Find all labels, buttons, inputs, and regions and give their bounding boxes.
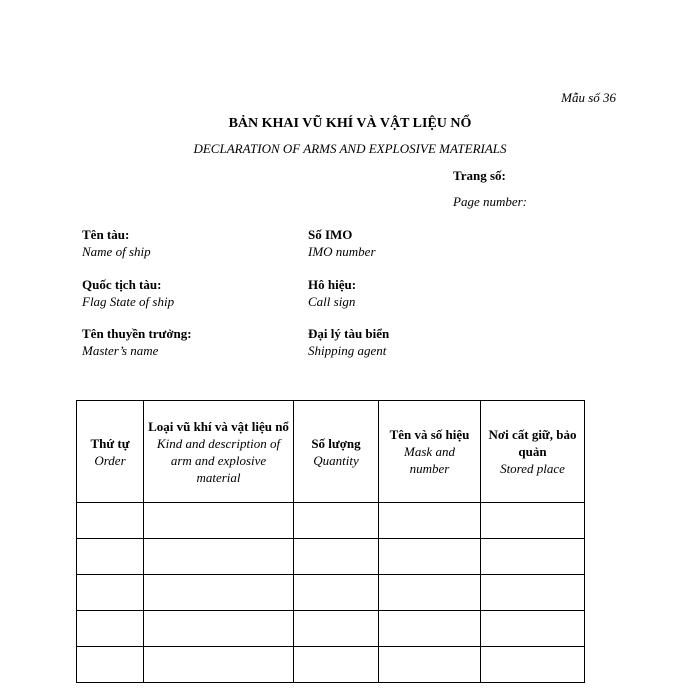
field-imo-number (308, 226, 528, 260)
header-quantity (294, 401, 379, 503)
table-cell[interactable] (77, 575, 144, 611)
field-flag-state (82, 276, 302, 310)
header-label-en: Quantity (313, 452, 359, 468)
table-cell[interactable] (77, 503, 144, 539)
field-call-sign (308, 276, 528, 310)
field-shipping-agent (308, 325, 528, 359)
header-label-en: Mask and number (404, 444, 455, 476)
header-order (77, 401, 144, 503)
field-label-vn: Số IMO (308, 227, 353, 242)
table-cell[interactable] (481, 611, 585, 647)
field-ship-name (82, 226, 302, 260)
declaration-table (76, 400, 585, 683)
page-number-label-vn: Trang số: (453, 168, 506, 183)
table-row (77, 575, 585, 611)
table-cell[interactable] (144, 611, 294, 647)
field-label-en: Flag State of ship (82, 294, 175, 309)
table-cell[interactable] (294, 503, 379, 539)
table-cell[interactable] (379, 503, 481, 539)
table-cell[interactable] (481, 647, 585, 683)
table-cell[interactable] (294, 647, 379, 683)
table-cell[interactable] (481, 539, 585, 575)
table-cell[interactable] (481, 575, 585, 611)
table-cell[interactable] (379, 575, 481, 611)
header-kind-description (144, 401, 294, 503)
field-label-vn: Hô hiệu: (308, 277, 357, 292)
header-label-en: Order (94, 452, 126, 468)
table-cell[interactable] (481, 503, 585, 539)
document-subtitle: DECLARATION OF ARMS AND EXPLOSIVE MATERIALS (193, 141, 507, 156)
table-header-row (77, 401, 585, 503)
table-cell[interactable] (144, 575, 294, 611)
field-label-en: Shipping agent (308, 343, 387, 358)
table-cell[interactable] (77, 611, 144, 647)
table-cell[interactable] (294, 575, 379, 611)
table-row (77, 503, 585, 539)
table-cell[interactable] (379, 611, 481, 647)
field-label-vn: Tên thuyền trưởng: (82, 326, 192, 341)
header-label-en: Kind and description of arm and explosive material (156, 435, 281, 485)
field-label-en: Name of ship (82, 244, 151, 259)
table-cell[interactable] (77, 539, 144, 575)
form-number: Mẫu số 36 (561, 90, 616, 105)
header-label-vn: Thứ tự (90, 435, 130, 451)
table-cell[interactable] (144, 503, 294, 539)
header-label-vn: Tên và số hiệu (389, 427, 470, 442)
header-label-vn: Số lượng (311, 435, 361, 451)
field-label-en: IMO number (308, 244, 376, 259)
header-label-vn: Loại vũ khí và vật liệu nổ (148, 418, 289, 434)
table-cell[interactable] (77, 647, 144, 683)
field-label-vn: Đại lý tàu biển (308, 326, 390, 341)
table-cell[interactable] (144, 647, 294, 683)
document-title: BẢN KHAI VŨ KHÍ VÀ VẬT LIỆU NỔ (228, 116, 472, 131)
table-cell[interactable] (144, 539, 294, 575)
table-cell[interactable] (294, 611, 379, 647)
field-label-vn: Quốc tịch tàu: (82, 277, 162, 292)
field-label-en: Master’s name (82, 343, 159, 358)
header-label-en: Stored place (500, 461, 565, 476)
table-row (77, 611, 585, 647)
table-cell[interactable] (294, 539, 379, 575)
table-cell[interactable] (379, 647, 481, 683)
field-label-en: Call sign (308, 294, 356, 309)
header-label-vn: Nơi cất giữ, bảo quản (488, 427, 577, 459)
table-cell[interactable] (379, 539, 481, 575)
table-row (77, 539, 585, 575)
table-row (77, 647, 585, 683)
header-mask-number (379, 401, 481, 503)
field-label-vn: Tên tàu: (82, 227, 130, 242)
page-number-label-en: Page number: (453, 194, 528, 209)
header-stored-place (481, 401, 585, 503)
field-master-name (82, 325, 302, 359)
